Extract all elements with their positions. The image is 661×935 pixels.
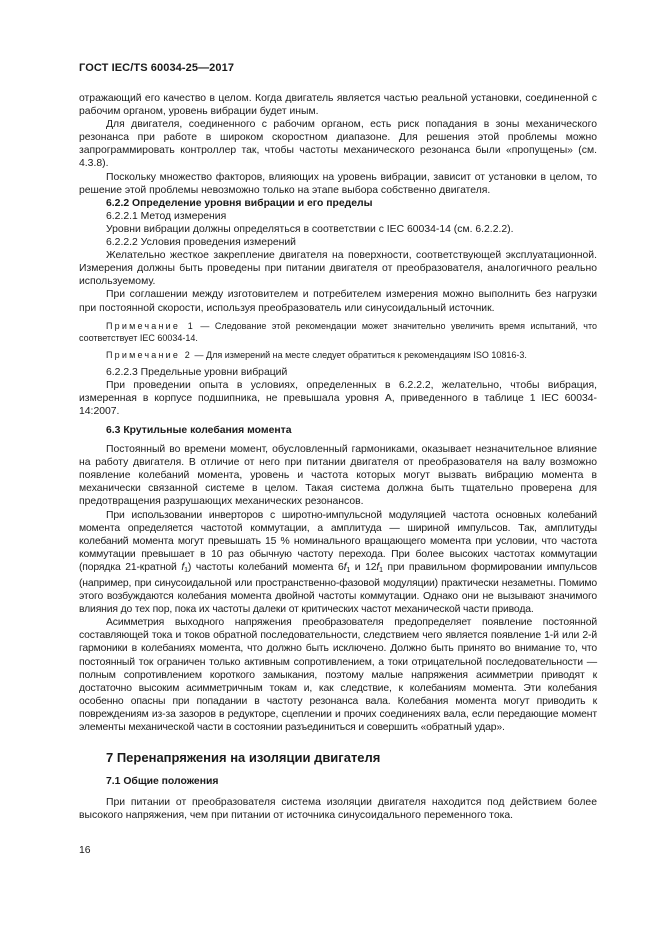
paragraph: При питании от преобразователя система изоляции двигателя находится под действием более высокого напряжения, чем при питании от источника синусоидального переменного тока. <box>79 797 597 822</box>
note-text: Следование этой рекомендации может значительно увеличить время испытаний, что соответствует IEC 60034-14. <box>79 320 597 343</box>
paragraph: отражающий его качество в целом. Когда двигатель является частью реальной установки, соединенной с рабочим органом, уровень вибрации будет иным. <box>79 93 597 118</box>
paragraph: При проведении опыта в условиях, определенных в 6.2.2.2, желательно, чтобы вибрация, измеренная в корпусе подшипника, не превышала уровня А, приведенного в таблице 1 IEC 60034-14:2007. <box>79 379 597 417</box>
paragraph: При соглашении между изготовителем и потребителем измерения можно выполнить без нагрузки при постоянной скорости, используя преобразователь или синусоидальный источник. <box>79 289 597 314</box>
paragraph: Желательно жесткое закрепление двигателя на поверхности, соответствующей эксплуатационной. Измерения должны быть проведены при питании двигателя от преобразователя, аналогичного реально используемому. <box>79 250 597 288</box>
subsection-heading-6-2-2-2: 6.2.2.2 Условия проведения измерений <box>106 237 296 249</box>
paragraph: Уровни вибрации должны определяться в соответствии с IEC 60034-14 (см. 6.2.2.2). <box>106 223 514 235</box>
note-2: Примечание 2 — Для измерений на месте следует обратиться к рекомендациям ISO 10816-3. <box>106 349 527 360</box>
note-1: Примечание 1 — Следование этой рекомендации может значительно увеличить время испытаний, что соответствует IEC 60034-14. <box>79 320 597 343</box>
subsection-heading-6-2-2-1: 6.2.2.1 Метод измерения <box>106 210 227 222</box>
subsection-heading-6-2-2-3: 6.2.2.3 Предельные уровни вибраций <box>106 366 288 378</box>
section-heading-6-2-2: 6.2.2 Определение уровня вибрации и его пределы <box>106 197 373 209</box>
note-label: Примечание 2 <box>106 349 192 360</box>
section-heading-6-3: 6.3 Крутильные колебания момента <box>106 424 292 436</box>
paragraph: Постоянный во времени момент, обусловленный гармониками, оказывает незначительное влияние на работу двигателя. В отличие от него при питании двигателя от преобразователя на валу возможно появление колебаний момента, уровень и частота которых могут вызвать вибрацию момента в механически связанной системе в целом. Такая система должна быть тщательно проверена для предотвращения разрушающих механических резонансов. <box>79 444 597 508</box>
note-label: Примечание 1 <box>106 320 195 331</box>
section-heading-7-1: 7.1 Общие положения <box>106 776 219 788</box>
paragraph: Асимметрия выходного напряжения преобразователя предопределяет появление постоянной составляющей тока и токов обратной последовательности, следствием чего является появление 1-й или 2-й гармоники в колебаниях момента, что должно быть исключено. Должно быть принято во внимание то, что постоянный ток ограничен только активным сопротивлением, а токи отрицательной последовательности — полным сопротивлением короткого замыкания, поэтому малые напряжения асимметрии приводят к достаточно высоким асимметричным токам и, как следствие, к колебаниям момента. Эти колебания особенно опасны при попадании в частоту резонанса вала. Колебания момента могут приводить к повреждениям из-за зазоров в редукторе, сцеплении и прочих соединениях вала, если передающие момент элементы механической части в состоянии разъединиться и совершить «обратный удар». <box>79 617 597 734</box>
document-header: ГОСТ IEC/TS 60034-25—2017 <box>79 62 235 74</box>
page-number: 16 <box>79 845 91 856</box>
section-heading-7: 7 Перенапряжения на изоляции двигателя <box>106 750 381 766</box>
page-content <box>79 92 597 822</box>
paragraph: Для двигателя, соединенного с рабочим органом, есть риск попадания в зоны механического резонанса при работе в широком скоростном диапазоне. Для решения этой проблемы можно запрограммировать контроллер так, чтобы частоты механического резонанса были «пропущены» (см. 4.3.8). <box>79 119 597 170</box>
paragraph: Поскольку множество факторов, влияющих на уровень вибрации, зависит от установки в целом, то решение этой проблемы невозможно только на этапе выбора собственно двигателя. <box>79 171 597 196</box>
note-text: Для измерений на месте следует обратиться к рекомендациям ISO 10816-3. <box>206 349 527 360</box>
paragraph: При использовании инверторов с широтно-импульсной модуляцией частота основных колебаний момента определяется частотой коммутации, а амплитуда — шириной импульсов. Так, амплитуды колебаний момента могут превышать 15 % номинального вращающего момента при условии, что частота коммутации превышает в 10 раз обычную частоту перехода. При более высоких частотах коммутации (порядка 21-кратной $f_1$) частоты колебаний момента $6f_1$ и $12f_1$ при правильном формировании импульсов (например, при синусоидальной или пространственно-фазовой модуляции) практически незаметны. Помимо этого возбуждаются колебания момента двойной частоты коммутации. Однако они не вызывают значимого влияния до тех пор, пока их частоты далеки от критических частот механической части привода. <box>79 509 597 616</box>
